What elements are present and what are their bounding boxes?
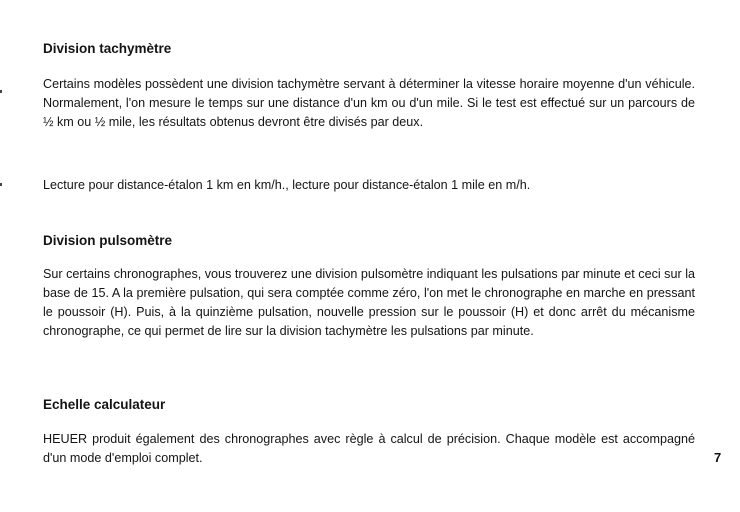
scan-edge-mark	[0, 183, 2, 186]
page-number: 7	[714, 450, 722, 465]
paragraph: Sur certains chronographes, vous trouverez une division pulsomètre indiquant les pulsations par minute et ceci sur la base de 15. A la première pulsation, qui sera comptée comme zéro, l'on met le chronographe en marche en pressant le poussoir (H). Puis, à la quinzième pulsation, nouvelle pression sur le poussoir (H) et donc arrêt du mécanisme chronographe, ce qui permet de lire sur la division tachymètre les pulsations par minute.	[43, 267, 695, 338]
section-pulsometre-body	[43, 265, 695, 341]
paragraph: Lecture pour distance-étalon 1 km en km/h., lecture pour distance-étalon 1 mile en m/h.	[43, 178, 531, 192]
section-tachymetre	[43, 40, 695, 58]
section-heading: Division tachymètre	[43, 41, 172, 56]
section-tachymetre-body	[43, 75, 695, 132]
section-calculateur	[43, 396, 695, 414]
section-calculateur-body	[43, 430, 695, 468]
section-heading: Division pulsomètre	[43, 233, 173, 248]
paragraph: HEUER produit également des chronographes avec règle à calcul de précision. Chaque modèle est accompagné d'un mode d'emploi complet.	[43, 432, 695, 465]
section-pulsometre	[43, 232, 695, 250]
scan-edge-mark	[0, 90, 2, 93]
paragraph: Certains modèles possèdent une division tachymètre servant à déterminer la vitesse horaire moyenne d'un véhicule. Normalement, l'on mesure le temps sur une distance d'un km ou d'un mile. Si le test est effectué sur un parcours de ½ km ou ½ mile, les résultats obtenus devront être divisés par deux.	[43, 77, 695, 129]
section-tachymetre-reading	[43, 176, 695, 195]
section-heading: Echelle calculateur	[43, 397, 166, 412]
